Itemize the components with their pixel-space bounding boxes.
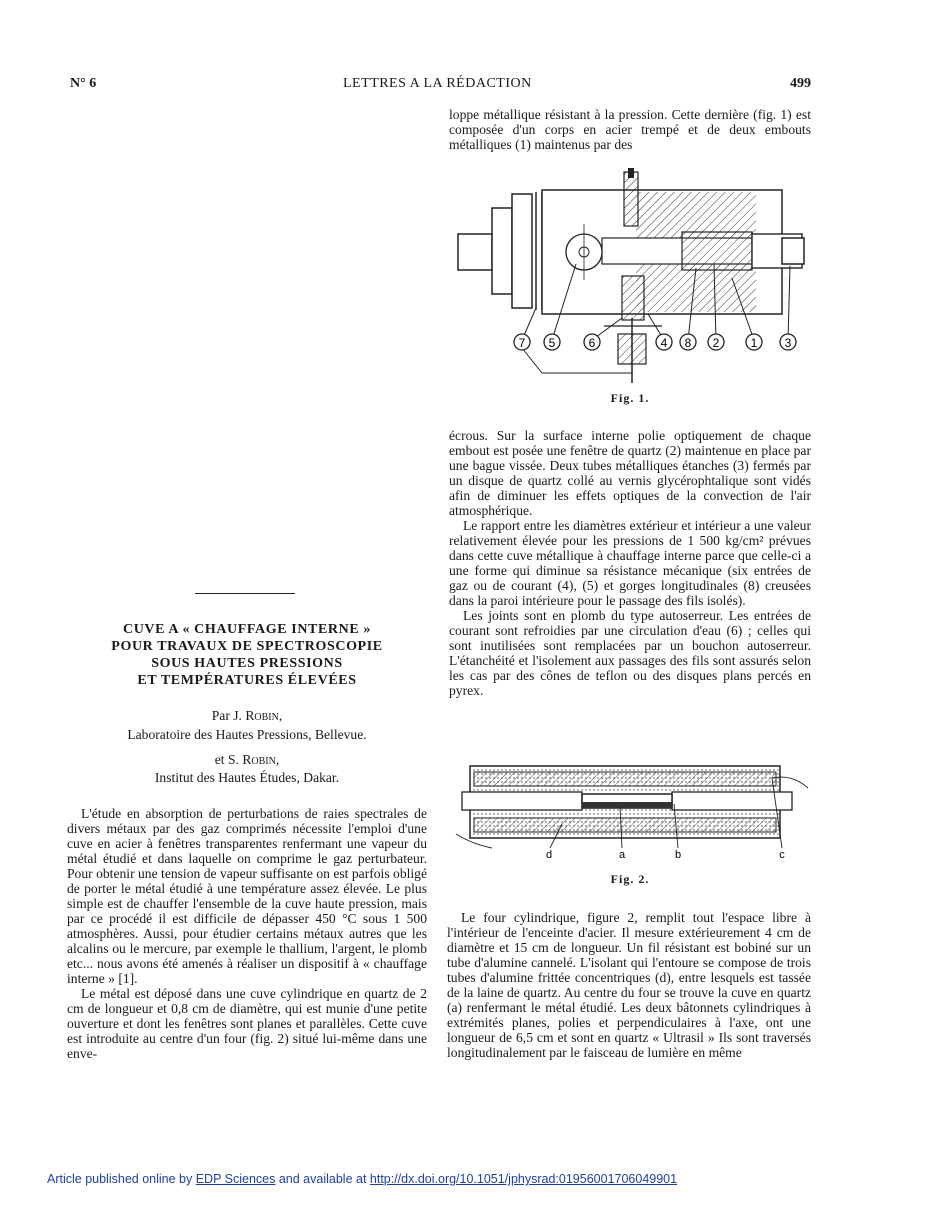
author-1: [67, 708, 427, 724]
figure-1-labels: [514, 334, 796, 350]
fig2-label-a: a: [618, 849, 626, 860]
footer-prefix: Article published online by: [47, 1172, 196, 1186]
author-2-prefix: et S.: [214, 752, 243, 767]
figure-1-drawing: [452, 168, 812, 383]
figure-2-caption: Fig. 2.: [610, 872, 650, 886]
fig1-label-2: 2: [712, 336, 720, 350]
fig2-label-b: b: [674, 849, 682, 860]
affiliation-1: Laboratoire des Hautes Pressions, Bellevue.: [127, 727, 367, 742]
affiliation-2: Institut des Hautes Études, Dakar.: [154, 770, 340, 785]
publication-footer: [47, 1172, 677, 1186]
right-column-middle-text: [449, 428, 811, 698]
separator-rule: [195, 593, 295, 594]
running-header: [0, 76, 930, 96]
paragraph: écrous. Sur la surface interne polie optiquement de chaque embout est posée une fenêtre de quartz (2) maintenue en place par une bague vissée. Deux tubes métalliques étanches (3) fermés par un disque de quartz collé au vernis glycérophtalique sont vidés afin de diminuer les effets optiques de la convection de l'air atmosphérique.: [449, 428, 811, 518]
figure-1-caption: Fig. 1.: [610, 391, 650, 405]
paragraph: Les joints sont en plomb du type autoserreur. Les entrées de courant sont refroidies par une circulation d'eau (6) ; celles qui sont inutilisées sont remplacées par un bouchon autoserreur. L'étanchéité et l'isolement aux passages des fils sont assurés selon les cas par des cônes de teflon ou des disques plans percés en pyrex.: [449, 608, 811, 698]
paragraph: loppe métallique résistant à la pression. Cette dernière (fig. 1) est composée d'un corps en acier trempé et de deux embouts métalliques (1) maintenus par des: [449, 107, 811, 152]
paragraph: Le rapport entre les diamètres extérieur et intérieur a une valeur relativement élevée pour les pressions de 1 500 kg/cm² prévues dans cette cuve métallique à chauffage interne parce que celle-ci a une forme qui diminue sa résistance mécanique (six entrées de gaz ou de courant (4), (5) et gorges longitudinales (8) creusées dans la paroi intérieure pour le passage des fils isolés).: [449, 518, 811, 608]
issue-number: N° 6: [70, 76, 97, 91]
title-line: ET TEMPÉRATURES ÉLEVÉES: [137, 673, 357, 688]
page-number: 499: [790, 76, 811, 91]
left-column-text: [67, 806, 427, 1061]
doi-link[interactable]: http://dx.doi.org/10.1051/jphysrad:01956001706049901: [369, 1172, 678, 1186]
fig1-label-3: 3: [784, 336, 792, 350]
paragraph: L'étude en absorption de perturbations de raies spectrales de divers métaux par des gaz comprimés nécessite l'emploi d'une cuve en acier à fenêtres transparentes renfermant une vapeur du métal étudié et dans laquelle on comprime le gaz perturbateur. Pour obtenir une tension de vapeur suffisante on est parfois obligé de porter le métal étudié à une température assez élevée. Le plus simple est de chauffer l'ensemble de la cuve haute pression, mais par ce procédé il est difficile de dépasser 450 °C sous 1 500 atmosphères. Aussi, pour étudier certains métaux autres que les alcalins ou le mercure, par exemple le thallium, l'argent, le plomb etc... nous avons été amenés à réaliser un dispositif à « chauffage interne » [1].: [67, 806, 427, 986]
author-2-name: Robin,: [242, 752, 280, 767]
publisher-link[interactable]: EDP Sciences: [195, 1172, 276, 1186]
figure-2-drawing: [452, 764, 812, 860]
section-title: LETTRES A LA RÉDACTION: [343, 76, 532, 91]
article-title: [67, 621, 427, 689]
figure-1: [452, 168, 812, 383]
paragraph: Le four cylindrique, figure 2, remplit tout l'espace libre à l'intérieur de l'enceinte d'acier. Il mesure extérieurement 4 cm de diamètre et 15 cm de longueur. Un fil résistant est bobiné sur un tube d'alumine cannelé. L'isolant qui l'entoure se compose de trois tubes d'alumine frittée concentriques (d), entre lesquels est tassée de la laine de quartz. Au centre du four se trouve la cuve en quartz (a) renfermant le métal étudié. Les deux bâtonnets cylindriques à extrémités planes, polies et perpendiculaires à l'axe, ont une longueur de 6,5 cm et sont en quartz « Ultrasil » Ils sont traversés longitudinalement par le faisceau de lumière en même: [447, 910, 811, 1060]
author-1-prefix: Par J.: [211, 708, 246, 723]
title-line: SOUS HAUTES PRESSIONS: [151, 656, 343, 671]
fig2-label-d: d: [545, 849, 553, 860]
author-2: [67, 752, 427, 768]
right-column-top-text: [449, 107, 811, 152]
fig1-label-5: 5: [548, 336, 556, 350]
paragraph: Le métal est déposé dans une cuve cylindrique en quartz de 2 cm de longueur et 0,8 cm de diamètre, qui est munie d'une petite ouverture et dont les fenêtres sont planes et parallèles. Cette cuve est introduite au centre d'un four (fig. 2) situé lui-même dans une enve-: [67, 986, 427, 1061]
fig2-label-c: c: [779, 849, 785, 860]
title-line: POUR TRAVAUX DE SPECTROSCOPIE: [111, 639, 383, 654]
title-line: CUVE A « CHAUFFAGE INTERNE »: [123, 622, 371, 637]
figure-2: [452, 764, 812, 860]
footer-middle: and available at: [275, 1172, 370, 1186]
fig1-label-1: 1: [750, 336, 758, 350]
fig1-label-8: 8: [684, 336, 692, 350]
fig1-label-4: 4: [660, 336, 668, 350]
fig1-label-7: 7: [518, 336, 526, 350]
right-column-bottom-text: [447, 910, 811, 1060]
author-1-name: Robin,: [245, 708, 283, 723]
fig1-label-6: 6: [588, 336, 596, 350]
